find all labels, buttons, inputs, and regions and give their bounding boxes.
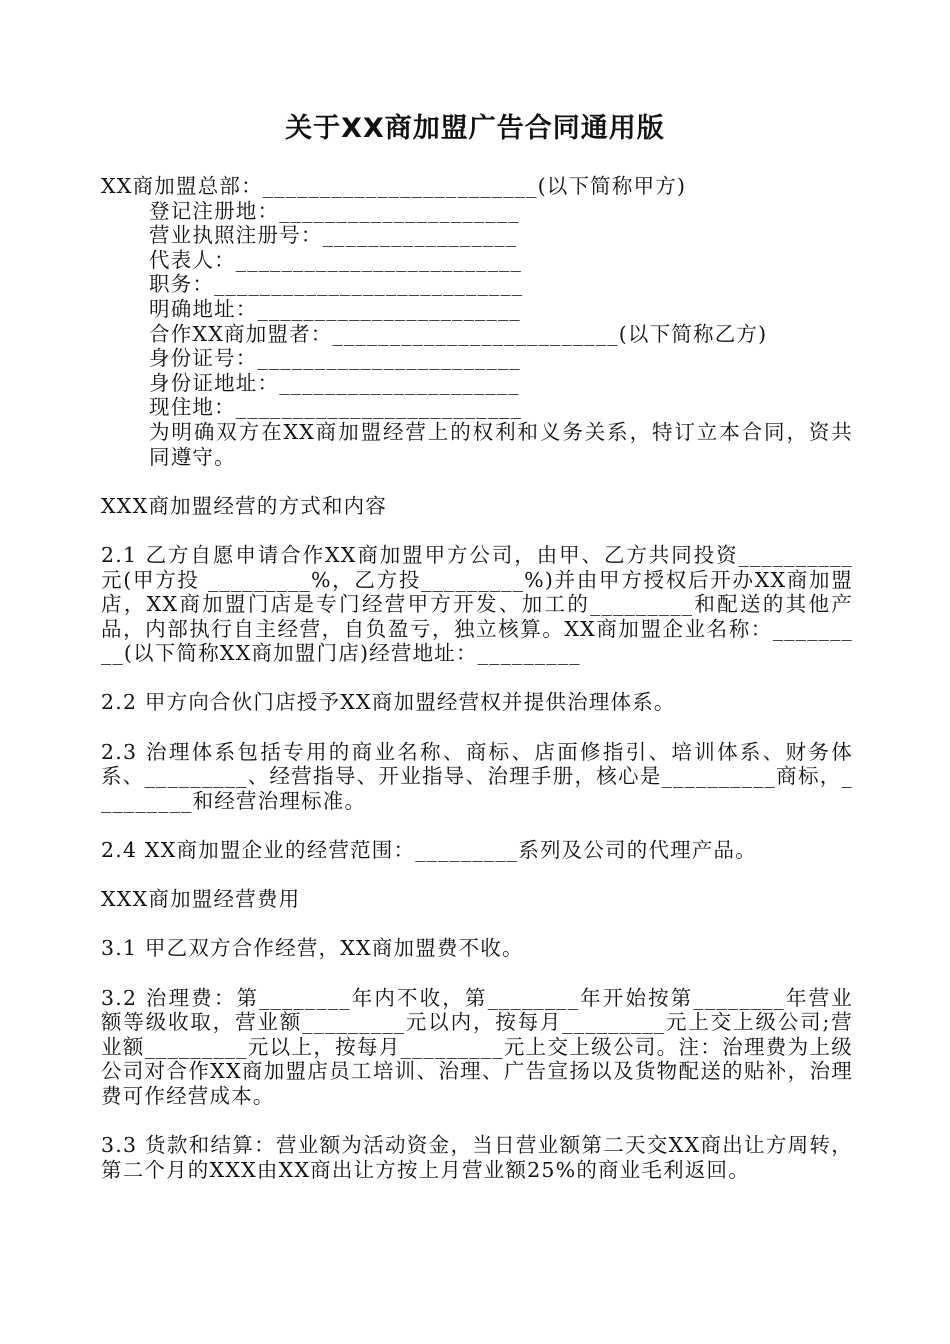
clause-2-1: 2.1 乙方自愿申请合作XX商加盟甲方公司，由甲、乙方共同投资__________元(甲方投 _________%，乙方投_________%)并由甲方授权后开办XX商加盟店，XX商加盟门店是专门经营甲方开发、加工的_________和配送的其他产品，内部执行自主经营，自负盈亏，独立核算。XX商加盟企业名称：_________(以下简称XX商加盟门店)经营地址：_________ (101, 542, 853, 666)
section-heading-operation: XXX商加盟经营的方式和内容 (101, 493, 388, 518)
party-b-line: 合作XX商加盟者：_________________________(以下简称乙方) (149, 321, 768, 346)
id-address-line: 身份证地址：_____________________ (149, 370, 520, 395)
party-a-line: XX商加盟总部：________________________(以下简称甲方) (101, 174, 687, 198)
position-line: 职务：___________________________ (149, 272, 524, 297)
representative-line: 代表人：_________________________ (149, 247, 523, 272)
clause-2-2: 2.2 甲方向合伙门店授予XX商加盟经营权并提供治理体系。 (101, 690, 676, 715)
current-address-line: 现住地：_________________________ (149, 395, 523, 420)
clause-2-4: 2.4 XX商加盟企业的经营范围：_________系列及公司的代理产品。 (101, 838, 757, 863)
clause-2-3: 2.3 治理体系包括专用的商业名称、商标、店面修指引、培训体系、财务体系、_________、经营指导、开业指导、治理手册，核心是__________商标，_________和经营治理标准。 (101, 739, 853, 813)
business-license-line: 营业执照注册号：_________________ (149, 223, 518, 248)
intro-paragraph: 为明确双方在XX商加盟经营上的权利和义务关系，特订立本合同，资共同遵守。 (149, 419, 853, 469)
document-body (101, 174, 853, 1182)
clause-3-1: 3.1 甲乙双方合作经营，XX商加盟费不收。 (101, 936, 524, 961)
section-heading-fees: XXX商加盟经营费用 (101, 887, 301, 912)
registration-place-line: 登记注册地：_____________________ (149, 198, 520, 223)
id-number-line: 身份证号：_______________________ (149, 346, 521, 371)
clause-3-3: 3.3 货款和结算：营业额为活动资金，当日营业额第二天交XX商出让方周转，第二个月的XXX由XX商出让方按上月营业额25%的商业毛利返回。 (101, 1133, 853, 1182)
document-title: 关于XX商加盟广告合同通用版 (285, 113, 665, 144)
clause-3-2: 3.2 治理费：第________年内不收，第________年开始按第________年营业额等级收取，营业额_________元以内，按每月_________元上交上级公司;营业额_________元以上，按每月_________元上交上级公司。注：治理费为上级公司对合作XX商加盟店员工培训、治理、广告宣扬以及货物配送的贴补，治理费可作经营成本。 (101, 985, 853, 1108)
address-line: 明确地址：_______________________ (149, 296, 521, 321)
